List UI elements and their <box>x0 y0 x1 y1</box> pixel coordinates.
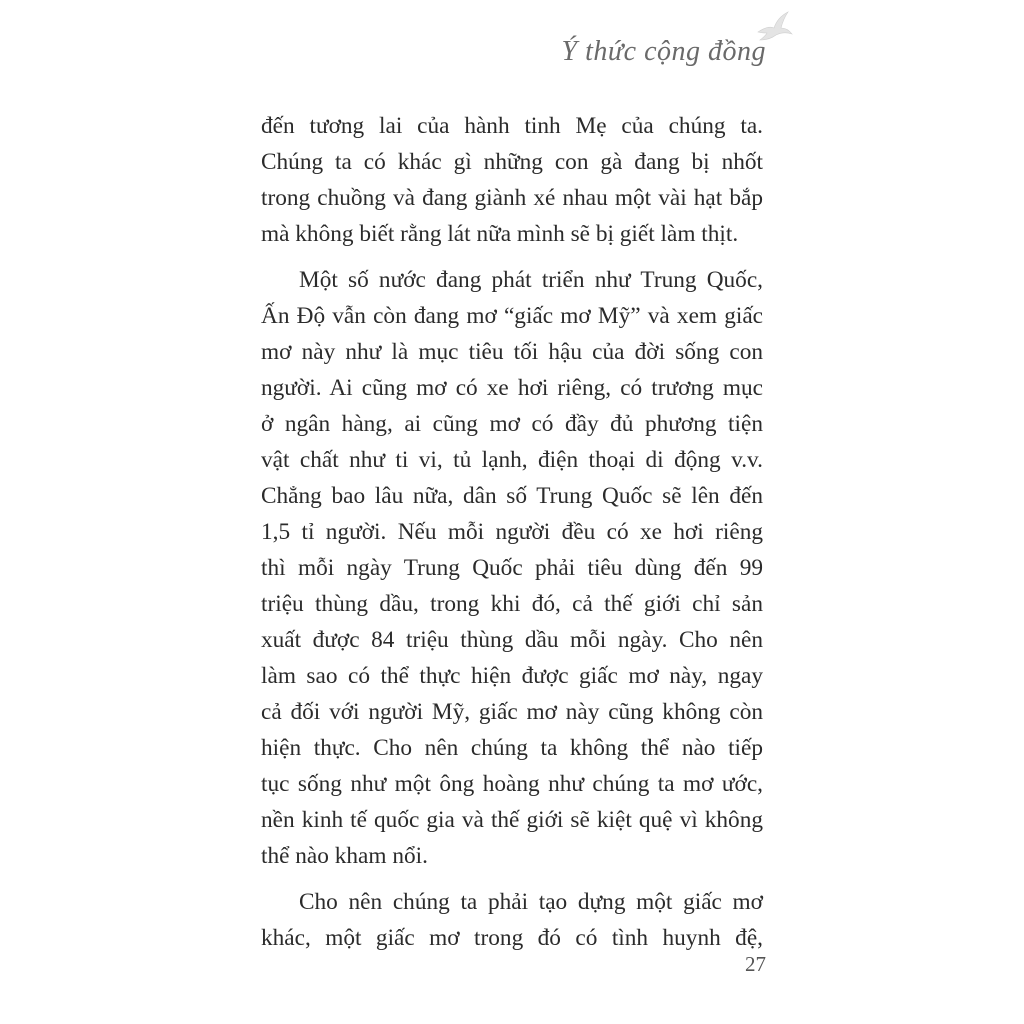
text-line: mơ này như là mục tiêu tối hậu của đời sống con <box>261 339 763 365</box>
text-line: làm sao có thể thực hiện được giấc mơ này, ngay <box>261 663 763 689</box>
paragraph-2 <box>261 262 763 874</box>
paragraph-1 <box>261 108 763 252</box>
text-line: Chẳng bao lâu nữa, dân số Trung Quốc sẽ lên đến <box>261 483 763 509</box>
text-line: khác, một giấc mơ trong đó có tình huynh đệ, <box>261 925 763 951</box>
paragraph-3 <box>261 884 763 956</box>
text-line: tục sống như một ông hoàng như chúng ta mơ ước, <box>261 771 763 797</box>
text-line: Ấn Độ vẫn còn đang mơ “giấc mơ Mỹ” và xem giấc <box>261 303 763 329</box>
text-line: ở ngân hàng, ai cũng mơ có đầy đủ phương tiện <box>261 411 763 437</box>
text-line: triệu thùng dầu, trong khi đó, cả thế giới chỉ sản <box>261 591 763 617</box>
text-line: xuất được 84 triệu thùng dầu mỗi ngày. Cho nên <box>261 627 763 653</box>
text-line: cả đối với người Mỹ, giấc mơ này cũng không còn <box>261 699 763 725</box>
text-line: người. Ai cũng mơ có xe hơi riêng, có trương mục <box>261 375 763 401</box>
bird-icon <box>754 10 794 44</box>
page-number: 27 <box>745 952 766 976</box>
text-line: thể nào kham nổi. <box>261 843 428 869</box>
text-line: Cho nên chúng ta phải tạo dựng một giấc mơ <box>299 889 763 915</box>
running-header-title: Ý thức cộng đồng <box>561 36 766 67</box>
text-line: mà không biết rằng lát nữa mình sẽ bị giết làm thịt. <box>261 221 739 247</box>
text-line: nền kinh tế quốc gia và thế giới sẽ kiệt quệ vì không <box>261 807 763 833</box>
text-line: trong chuồng và đang giành xé nhau một vài hạt bắp <box>261 185 763 211</box>
text-line: 1,5 tỉ người. Nếu mỗi người đều có xe hơi riêng <box>261 519 763 545</box>
text-line: Một số nước đang phát triển như Trung Quốc, <box>299 267 763 293</box>
body-text <box>261 108 763 956</box>
text-line: vật chất như ti vi, tủ lạnh, điện thoại di động v.v. <box>261 447 763 473</box>
text-line: đến tương lai của hành tinh Mẹ của chúng ta. <box>261 113 763 139</box>
text-line: Chúng ta có khác gì những con gà đang bị nhốt <box>261 149 763 175</box>
text-line: hiện thực. Cho nên chúng ta không thể nào tiếp <box>261 735 763 761</box>
text-line: thì mỗi ngày Trung Quốc phải tiêu dùng đến 99 <box>261 555 763 581</box>
